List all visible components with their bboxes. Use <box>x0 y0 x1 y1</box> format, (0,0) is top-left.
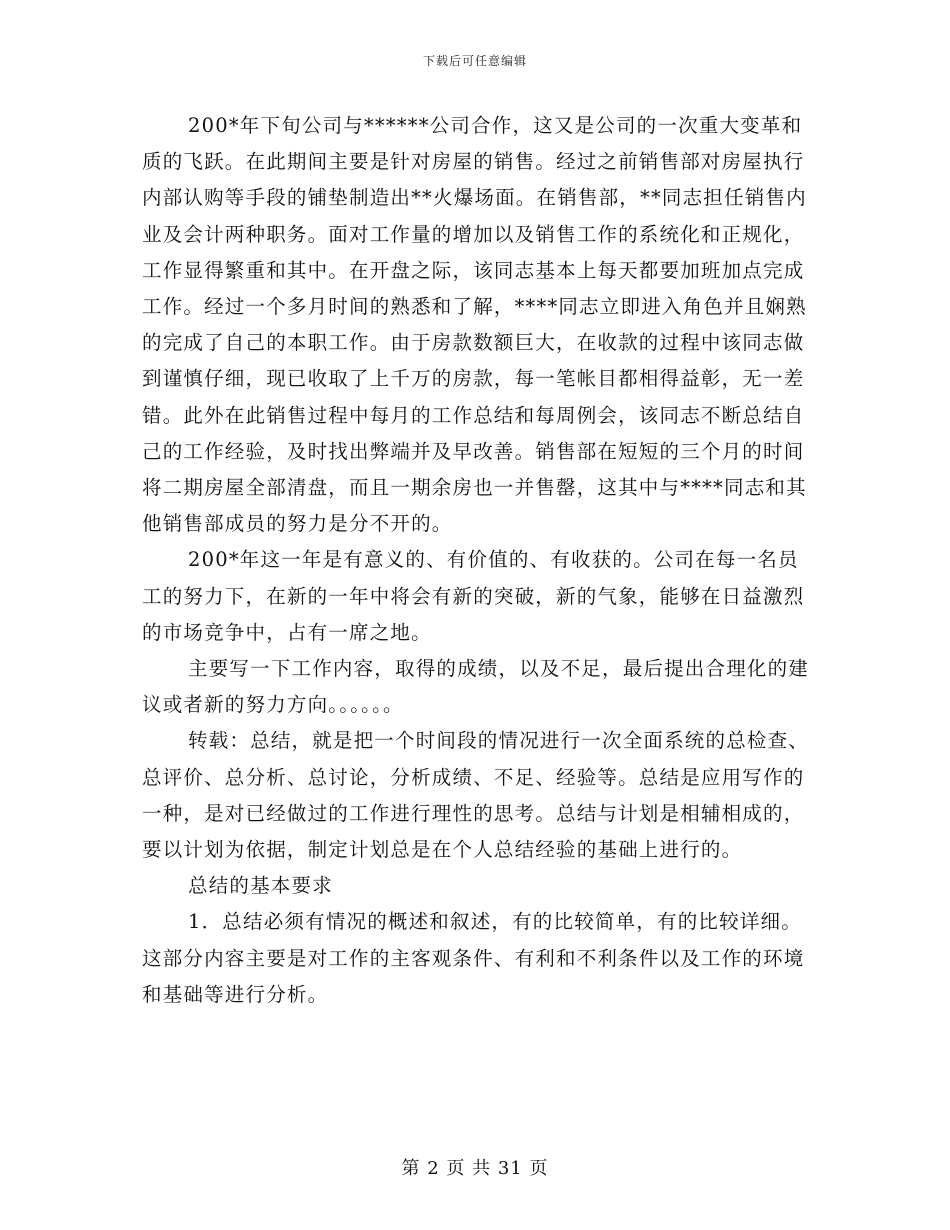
page-header: 下载后可任意编辑 <box>422 54 527 68</box>
paragraph-sales-work: 200*年下旬公司与******公司合作，这又是公司的一次重大变革和质的飞跃。在此期间主要是针对房屋的销售。经过之前销售部对房屋执行内部认购等手段的铺垫制造出**火爆场面。在销售部，**同志担任销售内业及会计两种职务。面对工作量的增加以及销售工作的系统化和正规化，工作显得繁重和其中。在开盘之际，该同志基本上每天都要加班加点完成工作。经过一个多月时间的熟悉和了解，****同志立即进入角色并且娴熟的完成了自己的本职工作。由于房款数额巨大，在收款的过程中该同志做到谨慎仔细，现已收取了上千万的房款，每一笔帐目都相得益彰，无一差错。此外在此销售过程中每月的工作总结和每周例会，该同志不断总结自己的工作经验，及时找出弊端并及早改善。销售部在短短的三个月的时间将二期房屋全部清盘，而且一期余房也一并售罄，这其中与****同志和其他销售部成员的努力是分不开的。 <box>142 114 807 536</box>
page-number: 第 2 页 共 31 页 <box>401 1158 549 1179</box>
paragraph-year-summary: 200*年这一年是有意义的、有价值的、有收获的。公司在每一名员工的努力下，在新的一年中将会有新的突破，新的气象，能够在日益激烈的市场竞争中，占有一席之地。 <box>142 548 805 644</box>
document-body <box>142 108 812 1013</box>
paragraph-writing-tips: 主要写一下工作内容，取得的成绩，以及不足，最后提出合理化的建议或者新的努力方向。。。。。。 <box>142 657 810 717</box>
paragraph-requirement-1: 1．总结必须有情况的概述和叙述，有的比较简单，有的比较详细。这部分内容主要是对工作的主客观条件、有利和不利条件以及工作的环境和基础等进行分析。 <box>142 910 805 1006</box>
paragraph-reprint-definition: 转载：总结，就是把一个时间段的情况进行一次全面系统的总检查、总评价、总分析、总讨论，分析成绩、不足、经验等。总结是应用写作的一种，是对已经做过的工作进行理性的思考。总结与计划是相辅相成的，要以计划为依据，制定计划总是在个人总结经验的基础上进行的。 <box>142 729 810 862</box>
section-heading-basic-requirements: 总结的基本要求 <box>188 874 333 898</box>
